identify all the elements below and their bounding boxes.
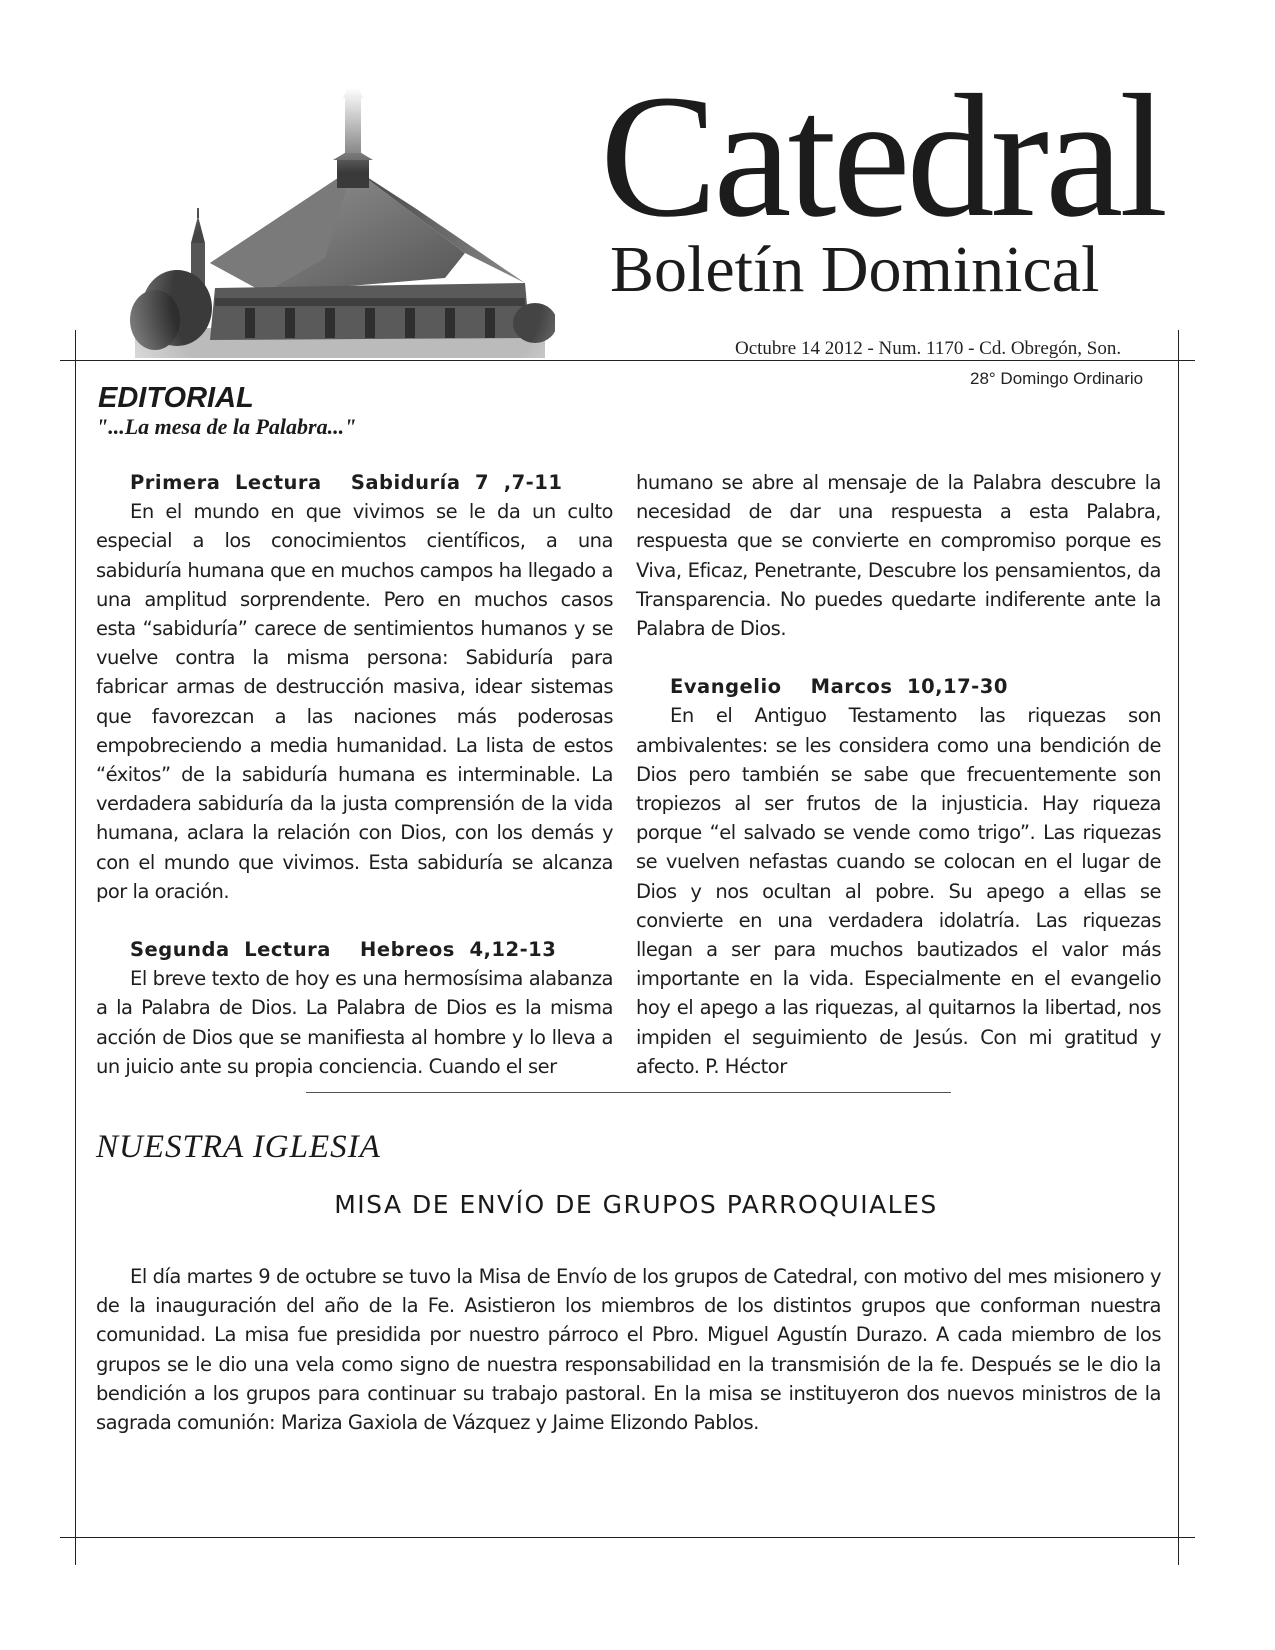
bulletin-subtitle: Boletín Dominical bbox=[610, 233, 1100, 306]
cathedral-image bbox=[115, 58, 555, 358]
liturgical-sunday: 28° Domingo Ordinario bbox=[970, 369, 1144, 388]
editorial-right-column bbox=[636, 468, 1161, 1081]
editorial-left-column bbox=[96, 468, 613, 1081]
evangelio-title: Evangelio Marcos 10,17-30 bbox=[670, 675, 1008, 699]
section-divider bbox=[306, 1092, 951, 1093]
editorial-subheading: "...La mesa de la Palabra..." bbox=[96, 414, 357, 439]
evangelio-text: En el Antiguo Testamento las riquezas son ambivalentes: se les considera como una bendición de Dios pero también se sabe que frecuentemente son tropiezos al ser frutos de la injusticia. Hay riqueza porque “el salvado se vende como trigo”. Las riquezas se vuelven nefastas cuando se colocan en el lugar de Dios y nos ocultan al pobre. Su apego a ellas se convierte en una verdadera idolatría. Las riquezas llegan a ser para muchos bautizados el valor más importante en la vida. Especialmente en el evangelio hoy el apego a las riquezas, al quitarnos la libertad, nos impiden el seguimiento de Jesús. Con mi gratitud y afecto. P. Héctor bbox=[636, 704, 1161, 1078]
frame-left-line bbox=[75, 330, 76, 1565]
iglesia-article bbox=[96, 1262, 1161, 1437]
frame-bottom-line bbox=[60, 1537, 1195, 1538]
bulletin-title: Catedral bbox=[600, 59, 1165, 254]
segunda-lectura-continuation: humano se abre al mensaje de la Palabra descubre la necesidad de dar una respuesta a esta Palabra, respuesta que se convierte en compromiso porque es Viva, Eficaz, Penetrante, Descubre los pensamientos, da Transparencia. No puedes quedarte indiferente ante la Palabra de Dios. bbox=[636, 471, 1161, 641]
primera-lectura-title: Primera Lectura Sabiduría 7 ,7-11 bbox=[130, 471, 563, 494]
frame-right-line bbox=[1178, 330, 1179, 1565]
segunda-lectura-text: El breve texto de hoy es una hermosísima alabanza a la Palabra de Dios. La Palabra de Dios es la misma acción de Dios que se manifiesta al hombre y lo lleva a un juicio ante su propia conciencia. Cuando el ser bbox=[96, 967, 613, 1078]
iglesia-article-title: MISA DE ENVÍO DE GRUPOS PARROQUIALES bbox=[334, 1190, 938, 1219]
issue-info: Octubre 14 2012 - Num. 1170 - Cd. Obregón, Son. bbox=[735, 338, 1122, 359]
primera-lectura-text: En el mundo en que vivimos se le da un culto especial a los conocimientos científicos, a una sabiduría humana que en muchos campos ha llegado a una amplitud sorprendente. Pero en muchos casos esta “sabiduría” carece de sentimientos humanos y se vuelve contra la misma persona: Sabiduría para fabricar armas de destrucción masiva, idear sistemas que favorezcan a las naciones más poderosas empobreciendo a media humanidad. La lista de estos “éxitos” de la sabiduría humana es interminable. La verdadera sabiduría da la justa comprensión de la vida humana, aclara la relación con Dios, con los demás y con el mundo que vivimos. Esta sabiduría se alcanza por la oración. bbox=[96, 500, 613, 903]
iglesia-article-text: El día martes 9 de octubre se tuvo la Misa de Envío de los grupos de Catedral, con motivo del mes misionero y de la inauguración del año de la Fe. Asistieron los miembros de los distintos grupos que conforman nuestra comunidad. La misa fue presidida por nuestro párroco el Pbro. Miguel Agustín Durazo. A cada miembro de los grupos se le dio una vela como signo de nuestra responsabilidad en la transmisión de la fe. Después se le dio la bendición a los grupos para continuar su trabajo pastoral. En la misa se instituyeron dos nuevos ministros de la sagrada comunión: Mariza Gaxiola de Vázquez y Jaime Elizondo Pablos. bbox=[96, 1265, 1161, 1435]
editorial-heading: EDITORIAL bbox=[98, 382, 254, 414]
segunda-lectura-title: Segunda Lectura Hebreos 4,12-13 bbox=[130, 938, 557, 962]
iglesia-heading: NUESTRA IGLESIA bbox=[96, 1129, 381, 1165]
